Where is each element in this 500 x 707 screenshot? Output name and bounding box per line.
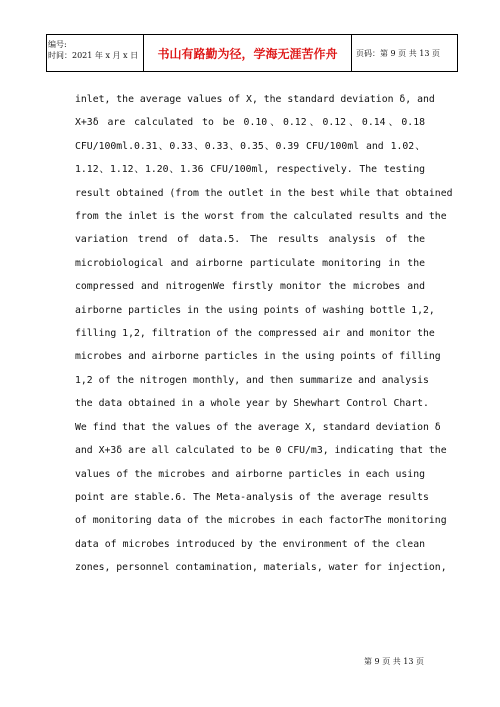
text-line: data of microbes introduced by the environment of the clean (75, 538, 425, 550)
text-line: inlet, the average values of X, the standard deviation δ, and (75, 94, 435, 105)
text-line: filling 1,2, filtration of the compressed air and monitor the (75, 328, 435, 340)
footer-page-number: 第 9 页 共 13 页 (364, 657, 424, 666)
text-line: zones, personnel contamination, materials, water for injection, (75, 562, 447, 574)
text-line: We find that the values of the average X, standard deviation δ (75, 421, 441, 433)
text-line: result obtained (from the outlet in the best while that obtained (75, 187, 453, 199)
text-line: point are stable.6. The Meta-analysis of the average results (75, 491, 429, 503)
header-motto: 书山有路勤为径，学海无涯苦作舟 (144, 35, 352, 71)
text-line: compressed and nitrogenWe firstly monitor the microbes and (75, 281, 425, 293)
text-line: from the inlet is the worst from the calculated results and the (75, 211, 447, 223)
header-page-info: 页码：第 9 页 共 13 页 (356, 48, 440, 58)
header-meta-cell (47, 35, 144, 71)
text-line: variation trend of data.5. The results analysis of the (75, 234, 425, 246)
text-line: CFU/100ml.0.31、0.33、0.33、0.35、0.39 CFU/100ml and 1.02、 (75, 140, 425, 152)
text-line: the data obtained in a whole year by Shewhart Control Chart. (75, 398, 429, 410)
text-line: values of the microbes and airborne particles in each using (75, 468, 425, 480)
page-header (46, 34, 458, 72)
text-line: of monitoring data of the microbes in each factorThe monitoring (75, 515, 447, 527)
page-footer (0, 656, 500, 667)
text-line: microbes and airborne particles in the using points of filling (75, 351, 441, 363)
text-line: airborne particles in the using points of washing bottle 1,2, (75, 304, 435, 316)
text-line: and X+3δ are all calculated to be 0 CFU/m3, indicating that the (75, 445, 447, 457)
text-line: X+3δ are calculated to be 0.10、0.12、0.12、0.14、0.18 (75, 117, 425, 129)
body-text (75, 88, 453, 580)
document-date: 时间：2021 年 x 月 x 日 (48, 51, 139, 60)
text-line: 1.12、1.12、1.20、1.36 CFU/100ml, respectively. The testing (75, 164, 425, 176)
text-line: 1,2 of the nitrogen monthly, and then summarize and analysis (75, 374, 429, 386)
text-line: microbiological and airborne particulate monitoring in the (75, 257, 425, 269)
document-number-label: 编号: (48, 40, 67, 49)
